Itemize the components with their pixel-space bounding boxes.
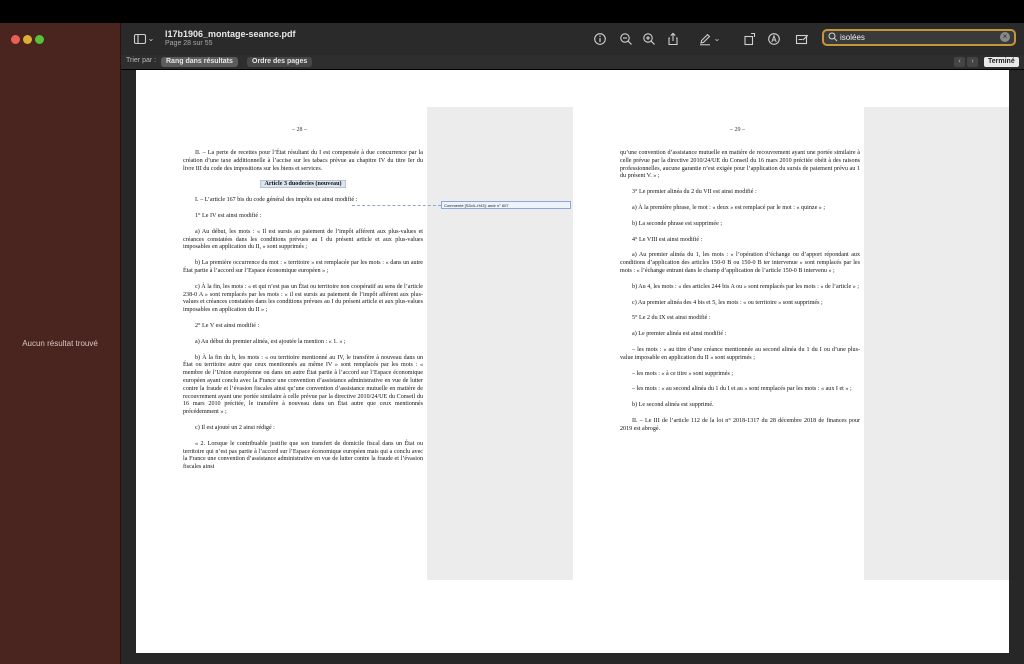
paragraph: a) Au début, les mots : « Il est sursis au paiement de l’impôt afférent aux plus-values et créances constatées dans les conditions prévues au I du présent article et aux plus-values imposables en application du II, » sont supprimés ; — [183, 228, 423, 251]
paragraph: b) La première occurrence du mot : « territoire » est remplacée par les mots : « dans un autre État partie à l’accord sur l’Espace économique européen » ; — [183, 260, 423, 274]
paragraph: b) La seconde phrase est supprimée ; — [632, 220, 723, 227]
paragraph: a) Le premier alinéa est ainsi modifié : — [632, 331, 727, 338]
paragraph: II. – Le III de l’article 112 de la loi n° 2018-1317 du 28 décembre 2018 de finances pour 2019 est abrogé. — [620, 417, 860, 432]
paragraph: a) Au début du premier alinéa, est ajoutée la mention : « 1. » ; — [195, 338, 346, 345]
search-results-bar — [121, 55, 1024, 69]
previous-result-button[interactable]: ‹ — [954, 57, 965, 67]
paragraph: 5° Le 2 du IX est ainsi modifié : — [632, 315, 711, 322]
paragraph: c) À la fin, les mots : « et qui n’est pas un État ou territoire non coopératif au sens de l’article 238-0 A » sont remplacés par les mots : « il est sursis au paiement de l’impôt afférent aux plus-values et créances constatées dans les conditions prévues au I du présent article et aux plus-values imposables en application du II » ; — [183, 283, 423, 314]
paragraph: 4° Le VIII est ainsi modifié : — [632, 236, 703, 243]
page-number: – 28 – — [292, 127, 307, 133]
page-29-text — [620, 150, 860, 442]
paragraph: c) Il est ajouté un 2 ainsi rédigé : — [195, 424, 275, 431]
comment-margin — [864, 107, 1009, 580]
paragraph: – les mots : « à ce titre » sont supprimés ; — [632, 370, 734, 377]
fullscreen-window-button[interactable] — [35, 35, 44, 44]
paragraph: « 2. Lorsque le contribuable justifie que son transfert de domicile fiscal dans un État ou territoire qui n’est pas partie à l’accord sur l’Espace économique européen mais qui a conclu avec la France une convention d’assistance administrative en vue de lutter contre la fraude et l’évasion fiscales ainsi — [183, 440, 423, 471]
paragraph: II. – La perte de recettes pour l’État résultant du I est compensée à due concurrence par la création d’une taxe additionnelle à l’accise sur les tabacs prévue au chapitre IV du titre Ier du livre III du code des impositions sur les biens et services. — [183, 150, 423, 172]
form-icon[interactable] — [795, 32, 809, 46]
sidebar — [0, 23, 121, 664]
paragraph: – les mots : « au second alinéa du 1 du I et au » sont remplacés par les mots : « aux I et » ; — [632, 386, 852, 393]
minimize-window-button[interactable] — [23, 35, 32, 44]
paragraph: b) Au 4, les mots : « des articles 244 bis A ou » sont remplacés par les mots : « de l’article » ; — [632, 283, 859, 290]
comment-balloon[interactable]: Commenté [SDdL-H43]: andr n° 607 — [441, 201, 571, 209]
search-input[interactable] — [840, 32, 1000, 43]
page-number: – 29 – — [730, 127, 745, 133]
paragraph: – les mots : « au titre d’une créance mentionnée au second alinéa du 1 du I ou d’une plus-value imposable en application du II » sont supprimés ; — [620, 346, 860, 361]
document-title: l17b1906_montage-seance.pdf — [165, 29, 296, 39]
paragraph: a) À la première phrase, le mot : « deux » est remplacé par le mot : « quinze » ; — [632, 204, 826, 211]
menu-bar — [0, 0, 1024, 23]
paragraph: qu’une convention d’assistance mutuelle en matière de recouvrement ayant une portée similaire à celle prévue par la directive 2010/24/UE du Conseil du 16 mars 2010 précitée obéit à des raisons professionnelles, aucune garantie n’est exigée pour l’application du sursis de paiement prévu au 1 du présent V. » ; — [620, 150, 860, 180]
sidebar-icon[interactable] — [133, 32, 147, 46]
paragraph: a) Au premier alinéa du 1, les mots : « l’opération d’échange ou d’apport répondant aux conditions d’application des articles 150-0 B ou 150-0 B ter intervenue » sont remplacés par les mots : « l’échange entrant dans le champ d’application de l’article 150-0 B intervenu » ; — [620, 252, 860, 274]
page-indicator: Page 28 sur 55 — [165, 40, 213, 47]
paragraph: 3° Le premier alinéa du 2 du VII est ainsi modifié : — [632, 189, 757, 196]
sort-by-page-order-button[interactable]: Ordre des pages — [247, 57, 312, 67]
paragraph: 2° Le V est ainsi modifié : — [195, 322, 260, 329]
zoom-in-icon[interactable] — [642, 32, 656, 46]
paragraph: 1° Le IV est ainsi modifié : — [195, 212, 262, 219]
zoom-out-icon[interactable] — [619, 32, 633, 46]
pdf-spread — [136, 70, 1009, 653]
share-icon[interactable] — [666, 32, 680, 46]
paragraph: b) Le second alinéa est supprimé. — [632, 402, 714, 409]
article-title: Article 3 duodecies (nouveau) — [260, 180, 345, 188]
page-28-text — [183, 150, 423, 480]
sort-label: Trier par : — [126, 57, 157, 64]
search-field[interactable] — [822, 29, 1016, 46]
done-button[interactable]: Terminé — [984, 57, 1019, 67]
paragraph: I. – L’article 167 bis du code général des impôts est ainsi modifié : — [195, 197, 358, 204]
chevron-down-icon[interactable]: ⌄ — [713, 34, 721, 43]
close-window-button[interactable] — [11, 35, 20, 44]
comment-margin — [427, 107, 573, 580]
no-results-message: Aucun résultat trouvé — [22, 339, 98, 348]
article-heading — [183, 181, 423, 189]
paragraph: c) Au premier alinéa des 4 bis et 5, les mots : « ou territoire » sont supprimés ; — [632, 299, 823, 306]
toolbar — [121, 23, 1024, 56]
info-icon[interactable] — [593, 32, 607, 46]
sort-by-relevance-button[interactable]: Rang dans résultats — [161, 57, 238, 67]
markup-icon[interactable] — [767, 32, 781, 46]
document-viewer[interactable] — [121, 70, 1024, 664]
clear-icon[interactable]: × — [1000, 32, 1010, 42]
next-result-button[interactable]: › — [967, 57, 978, 67]
rotate-icon[interactable] — [743, 32, 757, 46]
paragraph: b) À la fin du b, les mots : « ou territoire mentionné au IV, le transfère à nouveau dans un État ou territoire autre que ceux mentionnés au même IV » sont remplacés par les mots : « membre de l’Union européenne ou dans un autre État partie à l’accord sur l’Espace économique européen ayant conclu avec la France une convention d’assistance administrative en vue de lutter contre la fraude et l’évasion fiscales ainsi qu’une convention d’assistance mutuelle en matière de recouvrement ayant une portée similaire à celle prévue par la directive 2010/24/UE du Conseil du 16 mars 2010 précitée, le transfère à nouveau dans un État autre que ceux mentionnés précédemment » ; — [183, 354, 423, 416]
chevron-down-icon[interactable]: ⌄ — [147, 34, 155, 43]
search-icon — [828, 32, 838, 44]
pen-icon[interactable] — [698, 32, 712, 46]
